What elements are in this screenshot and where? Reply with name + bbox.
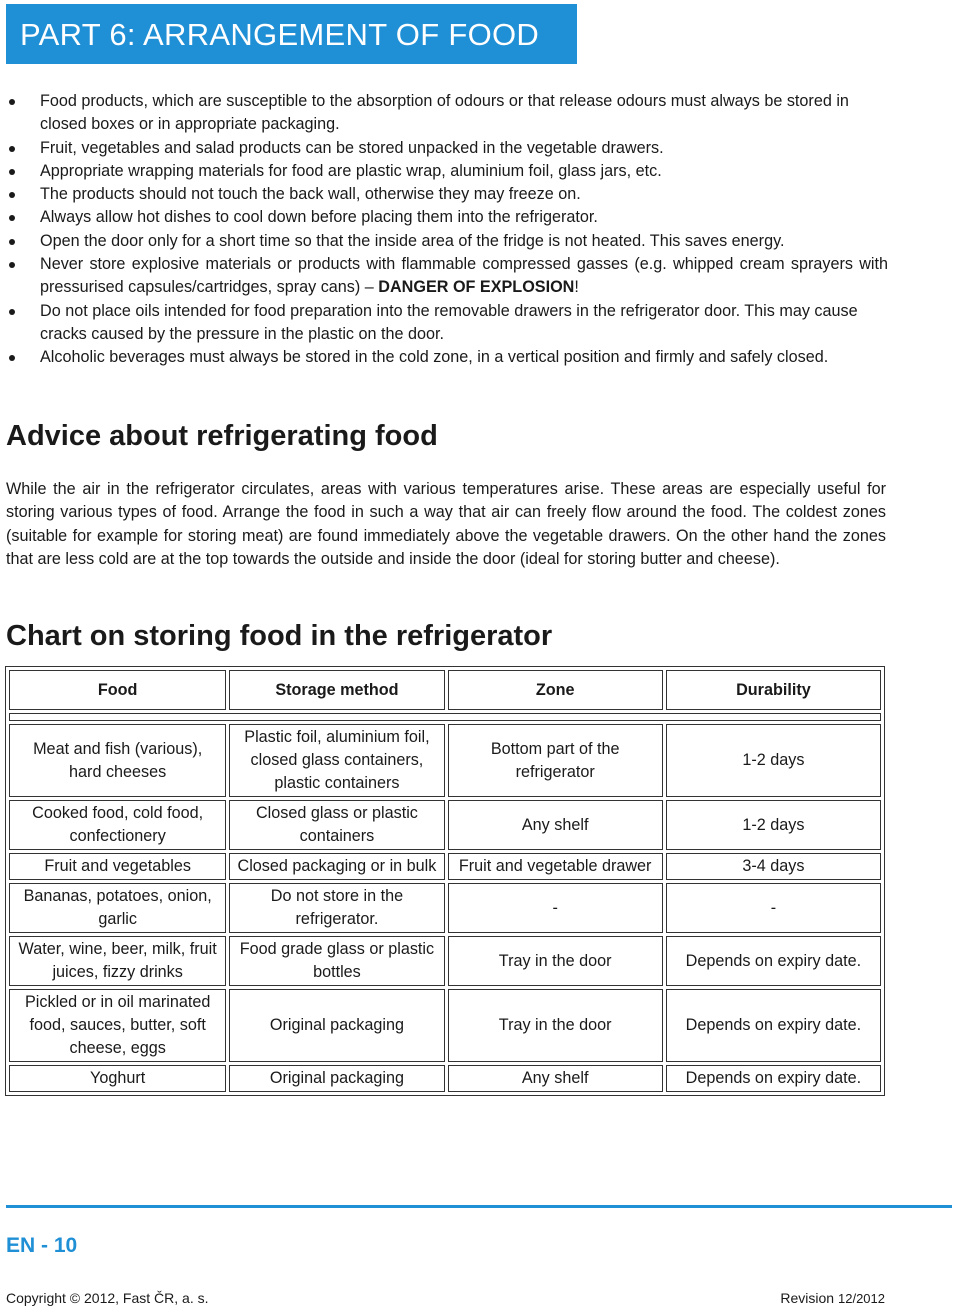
cell-zone: Bottom part of the refrigerator <box>448 724 663 797</box>
page-number: EN - 10 <box>6 1234 78 1257</box>
cell-storage-method: Plastic foil, aluminium foil, closed glass containers, plastic containers <box>229 724 444 797</box>
list-item-text: Alcoholic beverages must always be stored in the cold zone, in a vertical position and firmly and safely closed. <box>40 348 829 367</box>
cell-durability: 1-2 days <box>666 800 881 850</box>
section-banner: PART 6: ARRANGEMENT OF FOOD <box>6 4 577 64</box>
cell-durability: Depends on expiry date. <box>666 989 881 1062</box>
copyright-notice: Copyright © 2012, Fast ČR, a. s. <box>6 1290 209 1306</box>
table-row <box>9 800 881 850</box>
cell-durability: 1-2 days <box>666 724 881 797</box>
list-item <box>8 230 888 253</box>
list-item-text: Open the door only for a short time so that the inside area of the fridge is not heated. This saves energy. <box>40 231 785 250</box>
advice-heading: Advice about refrigerating food <box>6 420 438 452</box>
table-spacer-cell <box>9 713 881 721</box>
table-spacer <box>9 713 881 721</box>
list-item <box>8 137 888 160</box>
cell-storage-method: Closed packaging or in bulk <box>229 853 444 880</box>
cell-food: Yoghurt <box>9 1065 226 1092</box>
bullet-icon <box>9 215 15 221</box>
danger-suffix: ! <box>574 278 579 297</box>
list-item <box>8 253 888 300</box>
cell-storage-method: Do not store in the refrigerator. <box>229 883 444 933</box>
storage-chart-table <box>5 666 885 1096</box>
cell-food: Bananas, potatoes, onion, garlic <box>9 883 226 933</box>
bullet-icon <box>9 309 15 315</box>
table-row <box>9 936 881 986</box>
column-header-zone: Zone <box>448 670 663 710</box>
cell-food: Cooked food, cold food, confectionery <box>9 800 226 850</box>
list-item <box>8 90 888 137</box>
cell-food: Water, wine, beer, milk, fruit juices, fizzy drinks <box>9 936 226 986</box>
bullet-icon <box>9 99 15 105</box>
revision-label: Revision <box>780 1290 838 1306</box>
chart-heading: Chart on storing food in the refrigerator <box>6 620 553 652</box>
list-item-text: Fruit, vegetables and salad products can be stored unpacked in the vegetable drawers. <box>40 138 664 157</box>
cell-food: Pickled or in oil marinated food, sauces, butter, soft cheese, eggs <box>9 989 226 1062</box>
cell-storage-method: Original packaging <box>229 1065 444 1092</box>
bullet-icon <box>9 355 15 361</box>
revision-info <box>780 1290 885 1306</box>
list-item-text: Do not place oils intended for food preparation into the removable drawers in the refrigerator door. This may cause cracks caused by the pressure in the plastic on the door. <box>40 301 858 343</box>
instruction-list <box>8 90 888 370</box>
bullet-icon <box>9 262 15 268</box>
cell-storage-method: Closed glass or plastic containers <box>229 800 444 850</box>
table-row <box>9 989 881 1062</box>
revision-date: 12/2012 <box>838 1291 885 1306</box>
cell-storage-method: Food grade glass or plastic bottles <box>229 936 444 986</box>
cell-durability: - <box>666 883 881 933</box>
list-item <box>8 300 888 347</box>
cell-durability: Depends on expiry date. <box>666 936 881 986</box>
column-header-storage-method: Storage method <box>229 670 444 710</box>
bullet-icon <box>9 146 15 152</box>
cell-zone: Any shelf <box>448 800 663 850</box>
table-row <box>9 724 881 797</box>
cell-zone: Tray in the door <box>448 989 663 1062</box>
cell-durability: Depends on expiry date. <box>666 1065 881 1092</box>
list-item <box>8 206 888 229</box>
cell-durability: 3-4 days <box>666 853 881 880</box>
list-item-text: Food products, which are susceptible to the absorption of odours or that release odours must always be stored in closed boxes or in appropriate packaging. <box>40 92 849 134</box>
table-row <box>9 853 881 880</box>
table-row <box>9 883 881 933</box>
list-item-text: Always allow hot dishes to cool down before placing them into the refrigerator. <box>40 208 598 227</box>
table-header-row <box>9 670 881 710</box>
cell-zone: Fruit and vegetable drawer <box>448 853 663 880</box>
bullet-icon <box>9 169 15 175</box>
cell-storage-method: Original packaging <box>229 989 444 1062</box>
cell-zone: Any shelf <box>448 1065 663 1092</box>
danger-warning: DANGER OF EXPLOSION <box>378 278 575 297</box>
list-item <box>8 160 888 183</box>
list-item-text: Appropriate wrapping materials for food are plastic wrap, aluminium foil, glass jars, etc. <box>40 161 662 180</box>
list-item-text: The products should not touch the back wall, otherwise they may freeze on. <box>40 185 581 204</box>
cell-food: Meat and fish (various), hard cheeses <box>9 724 226 797</box>
cell-food: Fruit and vegetables <box>9 853 226 880</box>
bullet-icon <box>9 192 15 198</box>
cell-zone: - <box>448 883 663 933</box>
footer-divider <box>6 1205 952 1208</box>
list-item <box>8 183 888 206</box>
list-item-text: Never store explosive materials or products with flammable compressed gasses (e.g. whipped cream sprayers with pressurised capsules/cartridges, spray cans) – <box>40 255 888 297</box>
list-item <box>8 346 888 369</box>
bullet-icon <box>9 239 15 245</box>
column-header-durability: Durability <box>666 670 881 710</box>
advice-paragraph: While the air in the refrigerator circulates, areas with various temperatures arise. These areas are especially useful for storing various types of food. Arrange the food in such a way that air can freely flow around the food. The coldest zones (suitable for example for storing meat) are found immediately above the vegetable drawers. On the other hand the zones that are less cold are at the top towards the outside and inside the door (ideal for storing butter and cheese). <box>6 480 886 568</box>
table-row <box>9 1065 881 1092</box>
cell-zone: Tray in the door <box>448 936 663 986</box>
column-header-food: Food <box>9 670 226 710</box>
